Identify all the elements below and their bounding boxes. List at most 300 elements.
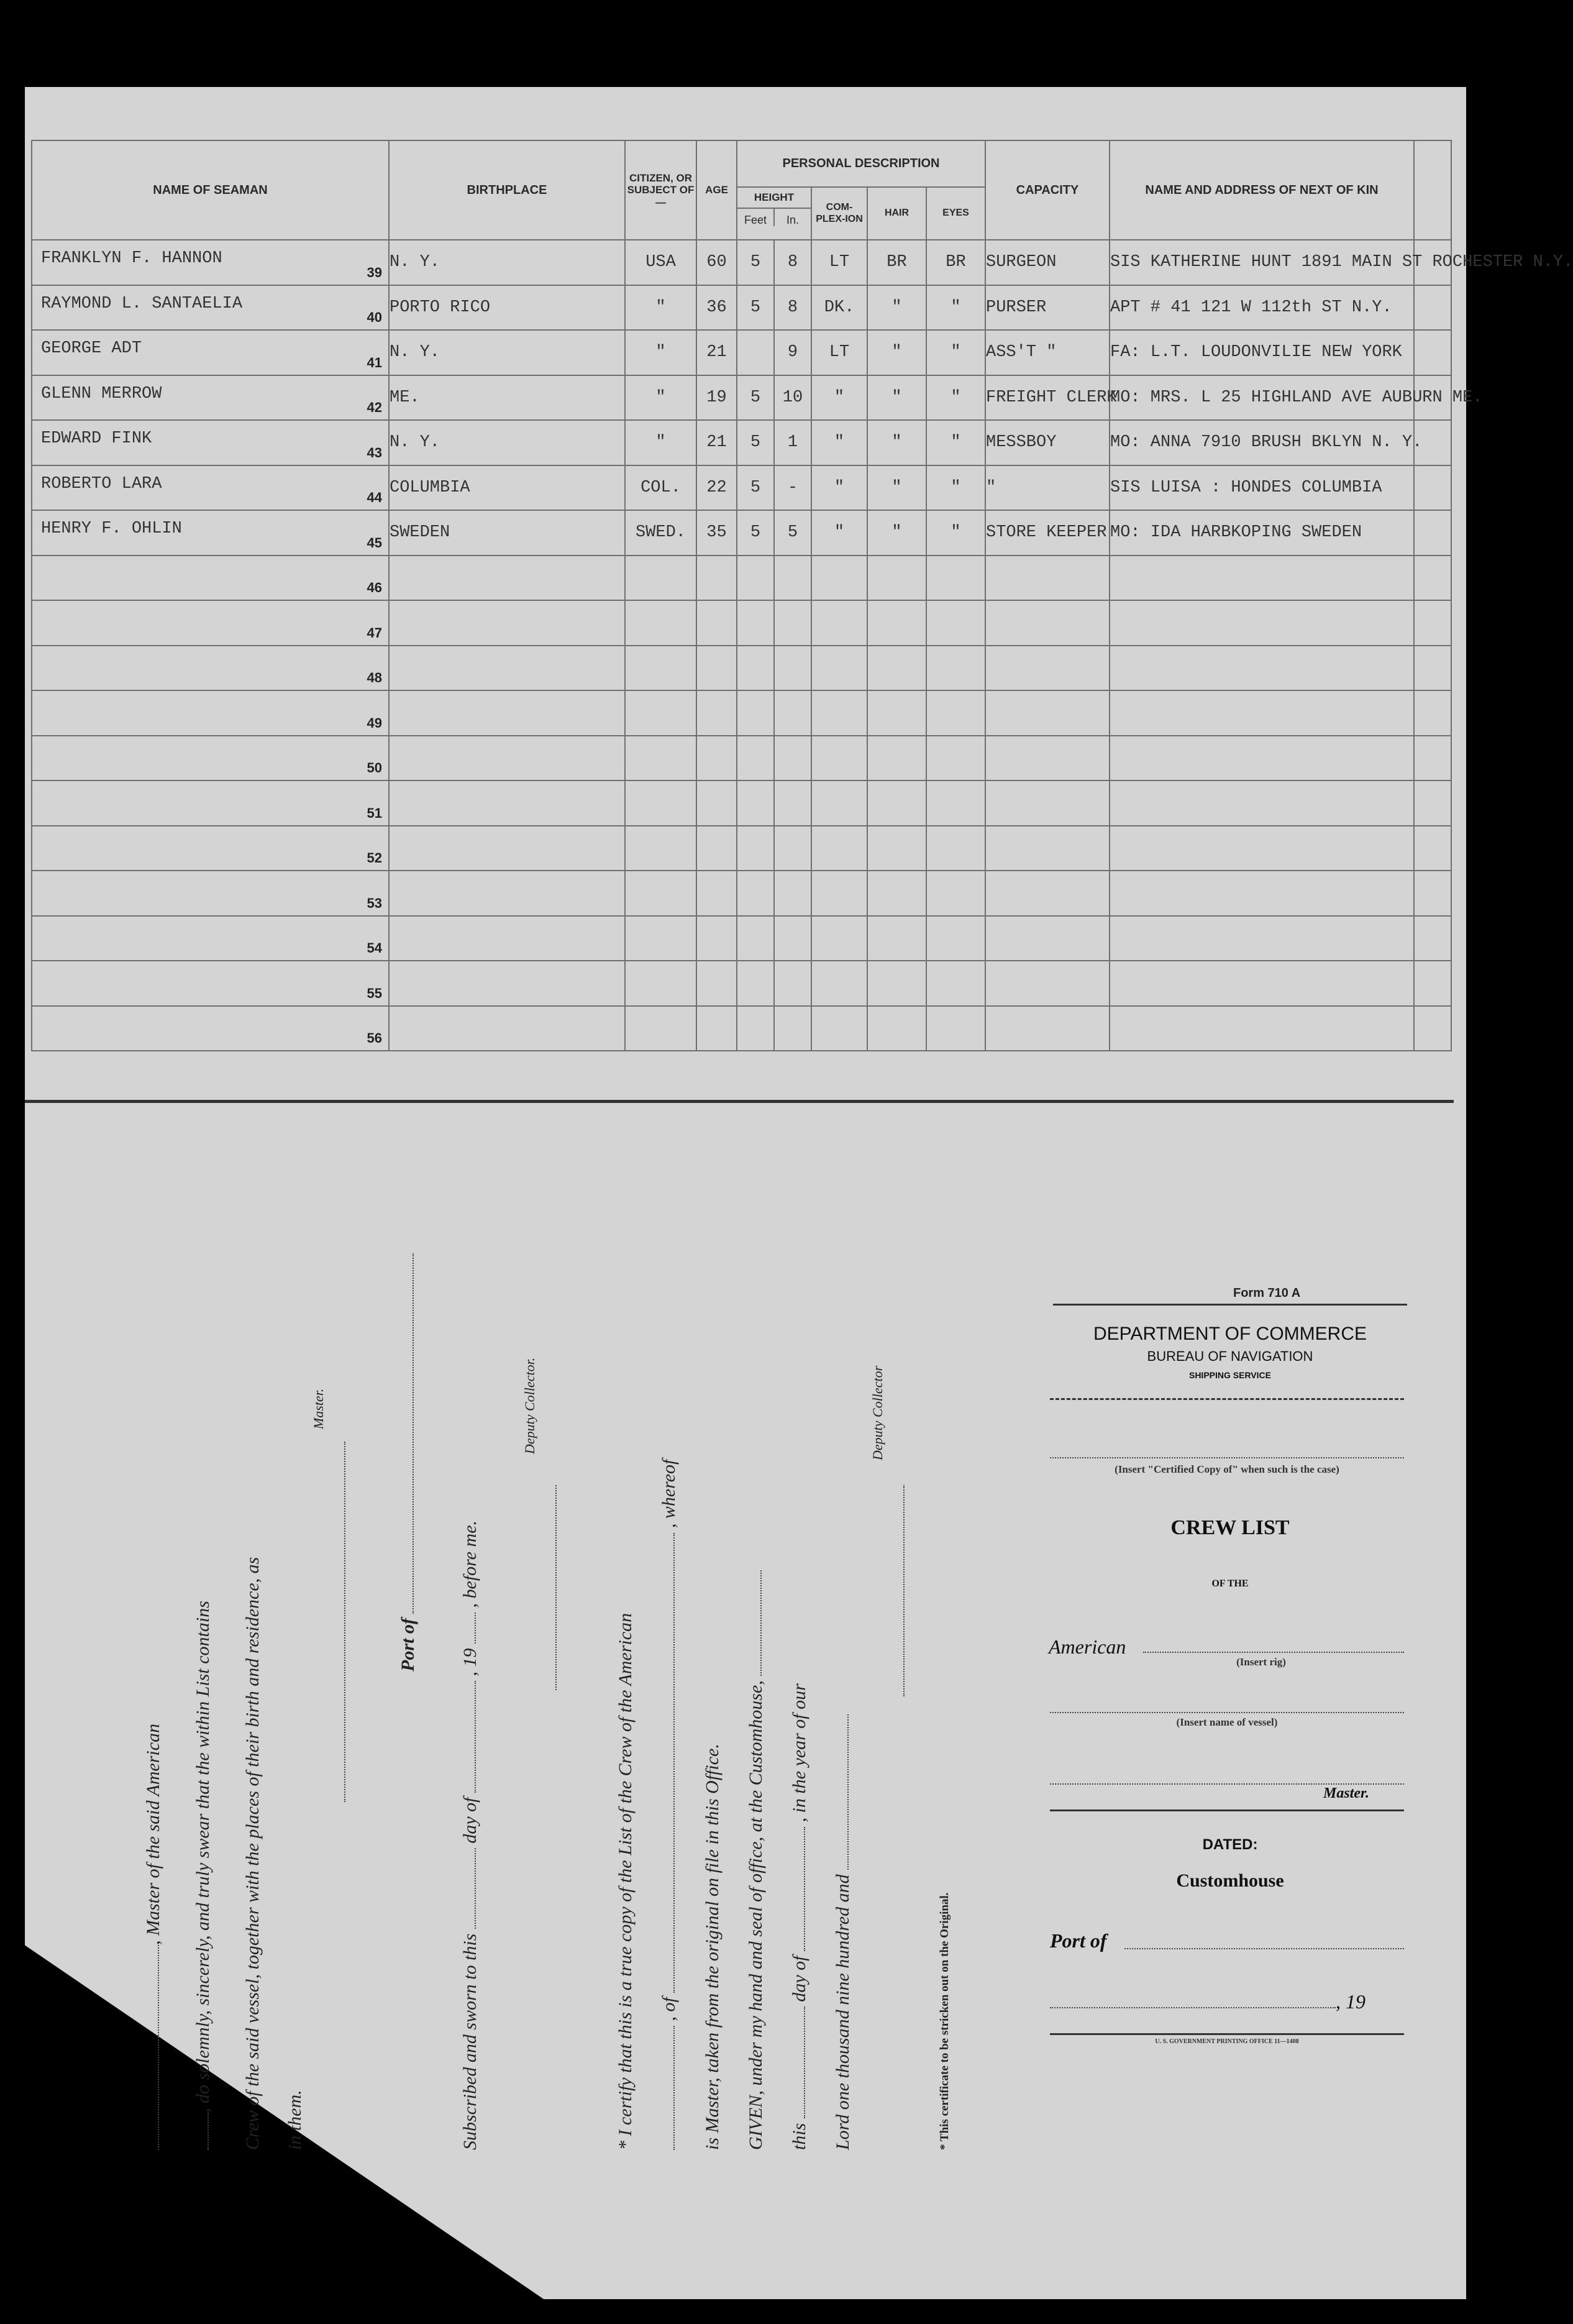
cell-inch	[774, 690, 811, 736]
cell-hair	[867, 510, 926, 556]
cell-citizen	[625, 465, 696, 511]
cell-kin	[1110, 465, 1414, 511]
cover-bureau: BUREAU OF NAVIGATION	[1147, 1348, 1313, 1364]
cell-kin	[1110, 556, 1414, 601]
table-row	[32, 780, 1451, 826]
cell-feet	[737, 916, 774, 961]
cell-age	[696, 375, 737, 421]
cell-blank	[1414, 510, 1451, 556]
value-inch: 10	[782, 388, 803, 407]
cell-capacity	[985, 1006, 1110, 1051]
value-kin: SIS LUISA : HONDES COLUMBIA	[1110, 478, 1382, 497]
header-hair: HAIR	[867, 187, 926, 240]
cell-eyes	[926, 736, 985, 781]
seaman-name: FRANKLYN F. HANNON	[41, 249, 222, 268]
cell-age	[696, 510, 737, 556]
cover-of-the: OF THE	[1211, 1578, 1249, 1589]
cell-feet	[737, 285, 774, 331]
cell-blank	[1414, 465, 1451, 511]
cell-feet	[737, 510, 774, 556]
value-age: 19	[706, 388, 727, 407]
cell-hair	[867, 736, 926, 781]
value-eyes: "	[951, 298, 961, 317]
cell-name	[32, 780, 389, 826]
cell-age	[696, 736, 737, 781]
value-feet: 5	[750, 433, 761, 452]
cell-comp	[811, 916, 867, 961]
cell-feet	[737, 780, 774, 826]
cell-inch	[774, 465, 811, 511]
value-kin: MO: IDA HARBKOPING SWEDEN	[1110, 523, 1362, 542]
value-citizen: "	[655, 388, 666, 407]
cell-kin	[1110, 690, 1414, 736]
cell-citizen	[625, 780, 696, 826]
cell-citizen	[625, 240, 696, 285]
cell-eyes	[926, 556, 985, 601]
cover-port: Port of	[1050, 1929, 1107, 1952]
table-bottom-rule	[25, 1100, 1454, 1103]
cell-feet	[737, 420, 774, 465]
value-feet: 5	[750, 523, 761, 542]
cell-birth	[389, 375, 625, 421]
value-kin: MO: MRS. L 25 HIGHLAND AVE AUBURN ME.	[1110, 388, 1483, 407]
table-row	[32, 690, 1451, 736]
seaman-name: ROBERTO LARA	[41, 474, 162, 493]
cell-eyes	[926, 826, 985, 871]
cell-feet	[737, 240, 774, 285]
cell-capacity	[985, 780, 1110, 826]
line-number: 46	[367, 580, 382, 595]
line-number: 42	[367, 400, 382, 415]
cell-comp	[811, 826, 867, 871]
cell-citizen	[625, 871, 696, 916]
oath-port: Port of	[398, 1618, 418, 1672]
value-feet: 5	[750, 253, 761, 272]
header-blank	[1414, 140, 1451, 240]
cell-name	[32, 961, 389, 1006]
table-row	[32, 330, 1451, 375]
cell-hair	[867, 780, 926, 826]
cell-age	[696, 556, 737, 601]
cell-kin	[1110, 600, 1414, 646]
value-age: 22	[706, 478, 727, 497]
cell-comp	[811, 961, 867, 1006]
cell-feet	[737, 330, 774, 375]
cell-age	[696, 600, 737, 646]
cell-citizen	[625, 330, 696, 375]
cover-master: Master.	[1323, 1785, 1370, 1801]
cell-kin	[1110, 871, 1414, 916]
value-comp: "	[834, 478, 845, 497]
value-age: 60	[706, 253, 727, 272]
cell-comp	[811, 600, 867, 646]
cell-hair	[867, 871, 926, 916]
value-inch: 8	[787, 253, 798, 272]
cell-age	[696, 780, 737, 826]
certify-day-of: day of	[789, 1956, 809, 2002]
header-capacity: CAPACITY	[985, 140, 1110, 240]
cell-hair	[867, 330, 926, 375]
value-hair: "	[891, 388, 902, 407]
oath-subscribed: Subscribed and sworn to this	[460, 1933, 480, 2150]
cell-inch	[774, 736, 811, 781]
cell-feet	[737, 600, 774, 646]
cell-name	[32, 871, 389, 916]
cell-blank	[1414, 556, 1451, 601]
oath-line-4: in them.	[285, 2090, 305, 2150]
cell-inch	[774, 646, 811, 691]
crew-table	[31, 140, 1573, 1051]
cell-feet	[737, 465, 774, 511]
cell-birth	[389, 285, 625, 331]
cell-inch	[774, 375, 811, 421]
value-birth: PORTO RICO	[390, 298, 491, 317]
value-birth: N. Y.	[390, 253, 440, 272]
cell-eyes	[926, 916, 985, 961]
certify-deputy: Deputy Collector	[870, 1365, 885, 1460]
cell-birth	[389, 736, 625, 781]
cell-hair	[867, 961, 926, 1006]
line-number: 54	[367, 940, 382, 956]
cover-vessel-line	[1050, 1712, 1404, 1713]
cell-eyes	[926, 420, 985, 465]
cell-inch	[774, 916, 811, 961]
cell-citizen	[625, 556, 696, 601]
value-inch: 5	[787, 523, 798, 542]
cell-name	[32, 736, 389, 781]
cell-capacity	[985, 916, 1110, 961]
table-row	[32, 961, 1451, 1006]
cover-top-dashes	[1050, 1398, 1404, 1400]
value-kin: FA: L.T. LOUDONVILIE NEW YORK	[1110, 343, 1402, 362]
value-eyes: "	[951, 478, 961, 497]
cell-name	[32, 1006, 389, 1051]
table-row	[32, 600, 1451, 646]
certify-whereof: , whereof	[659, 1459, 679, 1529]
cell-inch	[774, 510, 811, 556]
cell-citizen	[625, 736, 696, 781]
value-capacity: SURGEON	[986, 253, 1057, 272]
value-comp: "	[834, 433, 845, 452]
cell-comp	[811, 420, 867, 465]
value-birth: N. Y.	[390, 343, 440, 362]
table-row	[32, 916, 1451, 961]
cell-blank	[1414, 736, 1451, 781]
cell-name	[32, 556, 389, 601]
certify-footnote: * This certificate to be stricken out on the Original.	[938, 1892, 951, 2150]
oath-master: Master.	[311, 1388, 326, 1429]
cell-age	[696, 961, 737, 1006]
header-inches: In.	[786, 213, 799, 226]
cell-hair	[867, 420, 926, 465]
cover-crew-list: CREW LIST	[1170, 1516, 1290, 1539]
cover-nineteen: , 19	[1336, 1990, 1366, 2013]
table-row	[32, 510, 1451, 556]
seaman-name: GLENN MERROW	[41, 384, 162, 403]
cover-date-line	[1050, 2007, 1336, 2008]
cell-name	[32, 420, 389, 465]
cell-hair	[867, 600, 926, 646]
cell-eyes	[926, 240, 985, 285]
cell-age	[696, 420, 737, 465]
cell-birth	[389, 556, 625, 601]
cell-hair	[867, 375, 926, 421]
cell-blank	[1414, 600, 1451, 646]
oath-line-1: , Master of the said American	[143, 1723, 163, 1945]
value-citizen: "	[655, 298, 666, 317]
cell-citizen	[625, 285, 696, 331]
cell-citizen	[625, 646, 696, 691]
cell-capacity	[985, 465, 1110, 511]
cell-eyes	[926, 375, 985, 421]
value-comp: "	[834, 523, 845, 542]
cell-name	[32, 690, 389, 736]
cell-hair	[867, 690, 926, 736]
value-age: 21	[706, 343, 727, 362]
cell-birth	[389, 330, 625, 375]
value-inch: 1	[787, 433, 798, 452]
value-citizen: USA	[645, 253, 676, 272]
table-row	[32, 1006, 1451, 1051]
cell-age	[696, 871, 737, 916]
cell-hair	[867, 646, 926, 691]
cell-capacity	[985, 690, 1110, 736]
cell-age	[696, 916, 737, 961]
cell-feet	[737, 690, 774, 736]
certify-this: this	[789, 2123, 809, 2150]
value-hair: "	[891, 298, 902, 317]
cell-birth	[389, 646, 625, 691]
value-citizen: COL.	[641, 478, 681, 497]
cell-name	[32, 916, 389, 961]
cell-name	[32, 465, 389, 511]
line-number: 48	[367, 670, 382, 685]
cell-name	[32, 600, 389, 646]
cell-comp	[811, 736, 867, 781]
cell-capacity	[985, 646, 1110, 691]
line-number: 55	[367, 985, 382, 1001]
cell-citizen	[625, 690, 696, 736]
cell-name	[32, 646, 389, 691]
line-number: 47	[367, 624, 382, 641]
cell-capacity	[985, 420, 1110, 465]
cell-hair	[867, 240, 926, 285]
cell-birth	[389, 240, 625, 285]
value-birth: COLUMBIA	[390, 478, 470, 497]
cell-birth	[389, 465, 625, 511]
table-row	[32, 736, 1451, 781]
value-eyes: BR	[946, 253, 966, 272]
cell-name	[32, 510, 389, 556]
header-name: NAME OF SEAMAN	[32, 140, 389, 240]
cell-kin	[1110, 420, 1423, 465]
line-number: 50	[367, 760, 382, 775]
oath-before: , before me.	[460, 1520, 480, 1608]
cell-eyes	[926, 871, 985, 916]
cell-kin	[1110, 780, 1414, 826]
cell-citizen	[625, 916, 696, 961]
cell-eyes	[926, 1006, 985, 1051]
cell-birth	[389, 961, 625, 1006]
cell-kin	[1110, 916, 1414, 961]
line-number: 53	[367, 895, 382, 911]
cell-eyes	[926, 285, 985, 331]
value-inch: 9	[787, 343, 798, 362]
cell-eyes	[926, 465, 985, 511]
seaman-name: EDWARD FINK	[41, 429, 152, 448]
table-row	[32, 465, 1451, 511]
value-comp: "	[834, 388, 845, 407]
header-citizen: CITIZEN, OR SUBJECT OF—	[625, 140, 696, 240]
cell-kin	[1110, 961, 1414, 1006]
value-kin: SIS KATHERINE HUNT 1891 MAIN ST ROCHESTER N.Y.	[1110, 253, 1573, 272]
value-feet: 5	[750, 298, 761, 317]
cell-inch	[774, 871, 811, 916]
cell-capacity	[985, 961, 1110, 1006]
value-capacity: PURSER	[986, 298, 1047, 317]
cell-birth	[389, 1006, 625, 1051]
value-eyes: "	[951, 523, 961, 542]
header-birthplace: BIRTHPLACE	[389, 140, 625, 240]
cell-comp	[811, 240, 867, 285]
cell-age	[696, 646, 737, 691]
cell-hair	[867, 916, 926, 961]
cell-eyes	[926, 510, 985, 556]
cell-blank	[1414, 826, 1451, 871]
header-personal: PERSONAL DESCRIPTION	[737, 140, 985, 187]
cell-blank	[1414, 871, 1451, 916]
line-number: 41	[367, 354, 382, 370]
table-row	[32, 871, 1451, 916]
cell-age	[696, 465, 737, 511]
cell-capacity	[985, 736, 1110, 781]
cover-american: American	[1049, 1635, 1126, 1658]
cover-american-line	[1143, 1652, 1404, 1653]
cell-citizen	[625, 961, 696, 1006]
seaman-name: GEORGE ADT	[41, 339, 142, 358]
cell-citizen	[625, 375, 696, 421]
value-eyes: "	[951, 343, 961, 362]
seaman-name: RAYMOND L. SANTAELIA	[41, 294, 243, 313]
cell-comp	[811, 510, 867, 556]
certify-year: , in the year of our	[789, 1683, 809, 1823]
cell-name	[32, 826, 389, 871]
cover-port-line	[1124, 1948, 1404, 1949]
value-kin: APT # 41 121 W 112th ST N.Y.	[1110, 298, 1392, 317]
cell-comp	[811, 556, 867, 601]
table-row	[32, 240, 1451, 285]
cell-feet	[737, 961, 774, 1006]
cell-name	[32, 285, 389, 331]
value-inch: -	[787, 478, 798, 497]
cell-blank	[1414, 780, 1451, 826]
cell-age	[696, 285, 737, 331]
cell-comp	[811, 690, 867, 736]
value-comp: LT	[829, 343, 850, 362]
header-height-label: HEIGHT	[737, 188, 811, 209]
cell-inch	[774, 330, 811, 375]
line-number: 52	[367, 850, 382, 866]
cell-comp	[811, 330, 867, 375]
cell-kin	[1110, 826, 1414, 871]
value-hair: "	[891, 343, 902, 362]
cover-bottom-rule	[1050, 2033, 1404, 2035]
value-feet: 5	[750, 388, 761, 407]
cell-feet	[737, 1006, 774, 1051]
line-number: 43	[367, 444, 382, 460]
line-number: 56	[367, 1030, 382, 1046]
header-age: AGE	[696, 140, 737, 240]
line-number: 44	[367, 490, 382, 505]
table-row	[32, 826, 1451, 871]
cell-birth	[389, 780, 625, 826]
cell-kin	[1110, 510, 1414, 556]
cell-name	[32, 330, 389, 375]
cell-kin	[1110, 736, 1414, 781]
value-birth: N. Y.	[390, 433, 440, 452]
value-birth: ME.	[390, 388, 420, 407]
cell-comp	[811, 285, 867, 331]
value-hair: BR	[887, 253, 907, 272]
certify-of: , of	[659, 1997, 679, 2021]
table-row	[32, 375, 1451, 421]
cell-comp	[811, 1006, 867, 1051]
cell-comp	[811, 780, 867, 826]
line-number: 51	[367, 805, 382, 821]
cell-comp	[811, 465, 867, 511]
value-comp: DK.	[824, 298, 855, 317]
cell-capacity	[985, 330, 1110, 375]
value-age: 35	[706, 523, 727, 542]
cell-eyes	[926, 646, 985, 691]
cell-age	[696, 1006, 737, 1051]
cell-capacity	[985, 871, 1110, 916]
cover-insert-cert: (Insert "Certified Copy of" when such is the case)	[1115, 1463, 1339, 1475]
cell-name	[32, 375, 389, 421]
line-number: 49	[367, 715, 382, 731]
value-capacity: MESSBOY	[986, 433, 1057, 452]
table-row	[32, 285, 1451, 331]
cell-capacity	[985, 375, 1117, 421]
value-inch: 8	[787, 298, 798, 317]
value-capacity: "	[986, 478, 996, 497]
oath-line-3: Crew of the said vessel, together with the places of their birth and residence, as	[242, 1557, 263, 2150]
certify-lord: Lord one thousand nine hundred and	[832, 1874, 853, 2150]
line-number: 39	[367, 264, 382, 280]
cell-blank	[1414, 1006, 1451, 1051]
cell-feet	[737, 556, 774, 601]
cell-blank	[1414, 961, 1451, 1006]
cell-eyes	[926, 600, 985, 646]
cell-comp	[811, 375, 867, 421]
value-kin: MO: ANNA 7910 BRUSH BKLYN N. Y.	[1110, 433, 1423, 452]
value-citizen: SWED.	[635, 523, 686, 542]
cell-kin	[1110, 240, 1573, 285]
cover-service: SHIPPING SERVICE	[1188, 1370, 1271, 1380]
header-kin: NAME AND ADDRESS OF NEXT OF KIN	[1110, 140, 1414, 240]
header-eyes: EYES	[926, 187, 985, 240]
cell-citizen	[625, 420, 696, 465]
cell-capacity	[985, 556, 1110, 601]
cover-customhouse: Customhouse	[1176, 1870, 1284, 1891]
cell-capacity	[985, 600, 1110, 646]
cell-birth	[389, 600, 625, 646]
certify-line-4: GIVEN, under my hand and seal of office, at the Customhouse,	[745, 1680, 766, 2150]
cell-kin	[1110, 330, 1414, 375]
certify-line-3: is Master, taken from the original on file in this Office.	[702, 1744, 723, 2150]
cell-inch	[774, 285, 811, 331]
value-capacity: ASS'T "	[986, 343, 1057, 362]
